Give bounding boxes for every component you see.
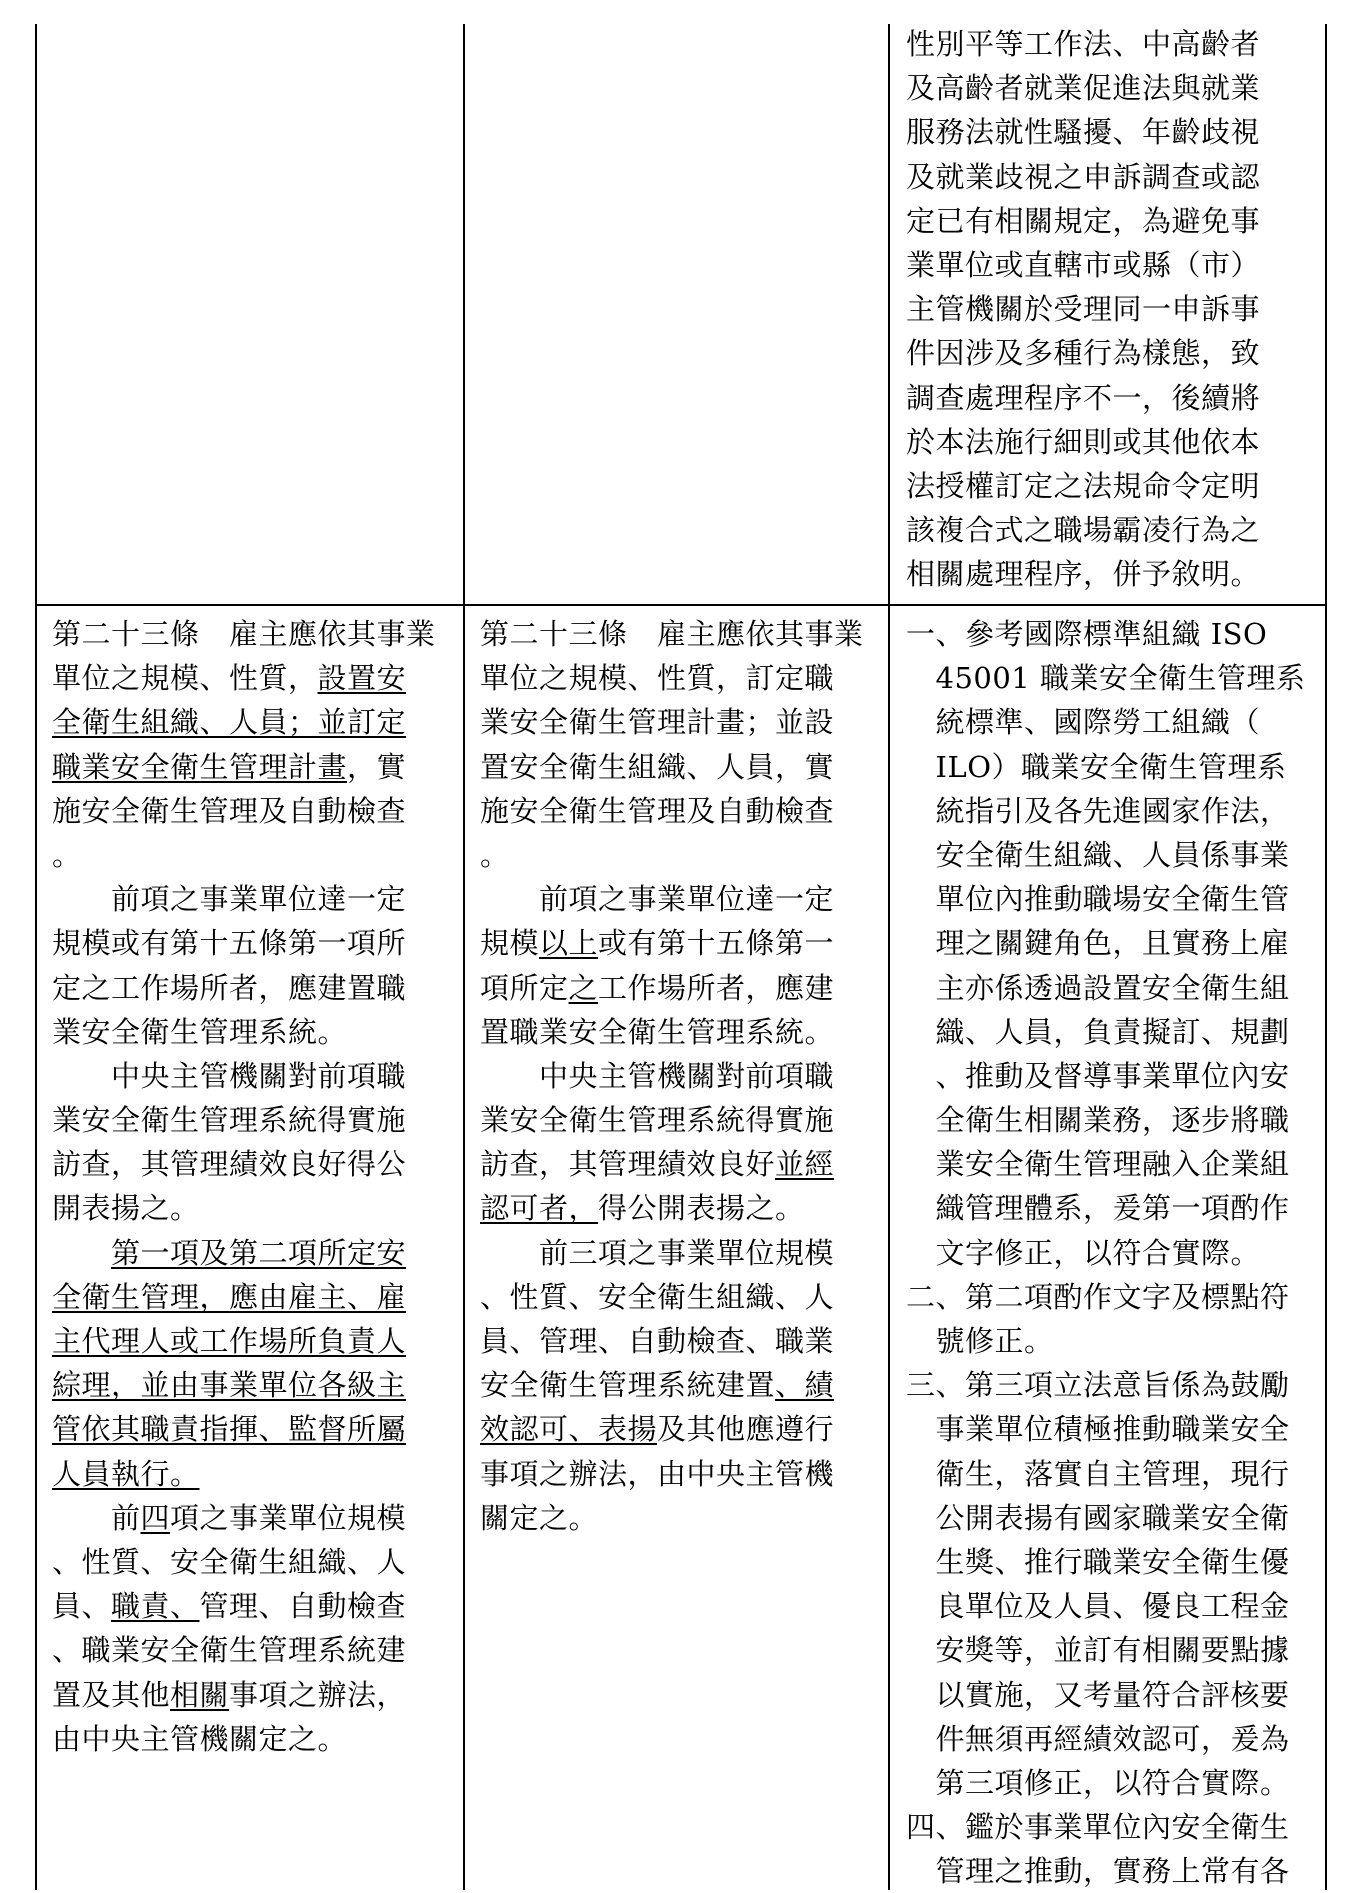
underlined-text: 全衛生管理，應由雇主、雇	[52, 1279, 407, 1314]
current-text-line	[480, 789, 880, 833]
reason-line: 單位內推動職場安全衛生管	[906, 882, 1290, 917]
underlined-text: 設置安	[317, 661, 407, 696]
amended-text-line	[52, 1673, 452, 1717]
reason-line: 業單位或直轄市或縣（市）	[906, 247, 1261, 282]
text-run: 員、	[52, 1589, 112, 1624]
text-run: 員、管理、自動檢查、職業	[480, 1324, 835, 1358]
table-border-left	[35, 24, 37, 1890]
reason-line: 織管理體系，爰第一項酌作	[906, 1191, 1290, 1226]
reason-line: 衛生，落實自主管理，現行	[906, 1456, 1290, 1491]
reason-line: 定已有相關規定，為避免事	[906, 203, 1261, 238]
amended-text-line	[52, 833, 452, 877]
amended-text-line	[52, 612, 452, 656]
text-run: 事項之辦法，	[229, 1677, 407, 1712]
underlined-text: 主代理人或工作場所負責人	[52, 1324, 407, 1358]
amended-text-line	[52, 745, 452, 789]
reason-line: 、推動及督導事業單位內安	[906, 1058, 1290, 1093]
amended-text-line	[52, 700, 452, 744]
amended-text-line	[52, 1452, 452, 1496]
text-run: 訪查，其管理績效良好得公	[52, 1147, 407, 1182]
reason-line: ILO）職業安全衛生管理系	[906, 749, 1287, 784]
current-text-line	[480, 1010, 880, 1054]
reason-line: 及就業歧視之申訴調查或認	[906, 159, 1261, 194]
article-23-current-cell	[480, 612, 880, 1540]
text-run: 業安全衛生管理系統得實施	[52, 1103, 407, 1138]
current-text-line	[480, 1098, 880, 1142]
text-run: 置及其他	[52, 1677, 171, 1712]
row-divider	[35, 604, 1327, 606]
reason-line: 安獎等，並訂有相關要點據	[906, 1633, 1290, 1668]
text-run: 置安全衛生組織、人員，實	[480, 749, 835, 784]
underlined-text: 四	[140, 1500, 171, 1535]
reason-line: 公開表揚有國家職業安全衛	[906, 1500, 1290, 1535]
text-run: 單位之規模、性質，	[52, 661, 318, 696]
reason-line: 二、第二項酌作文字及標點符	[906, 1279, 1290, 1314]
reason-line: 第三項修正，以符合實際。	[906, 1765, 1290, 1800]
text-run: 前項之事業單位達一定	[52, 882, 407, 917]
reason-line: 及高齡者就業促進法與就業	[906, 71, 1261, 106]
amended-text-line	[52, 1628, 452, 1672]
reason-line: 法授權訂定之法規命令定明	[906, 468, 1261, 503]
text-run: 第二十三條 雇主應依其事業	[480, 617, 864, 651]
reason-line: 該複合式之職場霸凌行為之	[906, 513, 1261, 548]
text-run: 項之事業單位規模	[170, 1500, 407, 1535]
reason-line: 統標準、國際勞工組織（	[906, 705, 1261, 740]
text-run: 施安全衛生管理及自動檢查	[480, 793, 835, 828]
current-text-line	[480, 1496, 880, 1540]
article-23-amended-cell	[52, 612, 452, 1761]
reason-line: 三、第三項立法意旨係為鼓勵	[906, 1368, 1290, 1403]
amended-text-line	[52, 1231, 452, 1275]
text-run: 事項之辦法，由中央主管機	[480, 1456, 835, 1491]
current-text-line	[480, 1319, 880, 1363]
amended-text-line	[52, 1275, 452, 1319]
reason-line: 主亦係透過設置安全衛生組	[906, 970, 1290, 1005]
amended-text-line	[52, 1540, 452, 1584]
underlined-text: 綜理，並由事業單位各級主	[52, 1368, 407, 1403]
text-run: ，實	[347, 749, 407, 784]
text-run: 、性質、安全衛生組織、人	[480, 1279, 835, 1314]
current-text-line	[480, 877, 880, 921]
column-divider-1	[463, 24, 465, 1890]
underlined-text: 管依其職責指揮、監督所屬	[52, 1412, 407, 1447]
underlined-text: 以上	[539, 926, 599, 961]
text-run: 置職業安全衛生管理系統。	[480, 1014, 835, 1049]
text-run: 施安全衛生管理及自動檢查	[52, 793, 407, 828]
text-run: 關定之。	[480, 1500, 599, 1535]
amended-text-line	[52, 1054, 452, 1098]
text-run: 單位之規模、性質，訂定職	[480, 661, 835, 696]
underlined-text: 職業安全衛生管理計畫	[52, 749, 348, 784]
text-run: 、職業安全衛生管理系統建	[52, 1633, 407, 1668]
amended-text-line	[52, 1584, 452, 1628]
text-run: 由中央主管機關定之。	[52, 1721, 348, 1756]
amended-text-line	[52, 789, 452, 833]
reason-line: 事業單位積極推動職業安全	[906, 1412, 1290, 1447]
reason-line: 理之關鍵角色，且實務上雇	[906, 926, 1290, 961]
amended-text-line	[52, 877, 452, 921]
current-text-line	[480, 1407, 880, 1451]
text-run: 前	[52, 1500, 141, 1535]
current-text-line	[480, 612, 880, 656]
amended-text-line	[52, 1186, 452, 1230]
underlined-text: 人員執行。	[52, 1456, 200, 1491]
reason-line: 一、參考國際標準組織 ISO	[906, 617, 1268, 651]
reason-line: 織、人員，負責擬訂、規劃	[906, 1014, 1290, 1049]
amended-text-line	[52, 921, 452, 965]
text-run	[52, 1236, 111, 1270]
text-run: 。	[480, 837, 510, 872]
current-text-line	[480, 1231, 880, 1275]
text-run: 業安全衛生管理系統。	[52, 1014, 348, 1049]
top-row-reason-cell	[906, 22, 1326, 596]
underlined-text: 相關	[170, 1677, 230, 1712]
reason-line: 相關處理程序，併予敘明。	[906, 557, 1261, 592]
current-text-line	[480, 1275, 880, 1319]
text-run: 中央主管機關對前項職	[52, 1058, 407, 1093]
amended-text-line	[52, 1363, 452, 1407]
text-run: 規模	[480, 926, 540, 961]
text-run: 開表揚之。	[52, 1191, 200, 1226]
amended-text-line	[52, 1407, 452, 1451]
text-run: 得公開表揚之。	[598, 1191, 805, 1226]
text-run: 及其他應遵行	[657, 1412, 835, 1447]
underlined-text: 認可者，	[480, 1191, 599, 1226]
current-text-line	[480, 1142, 880, 1186]
underlined-text: 、績	[775, 1368, 835, 1403]
text-run: 訪查，其管理績效良好	[480, 1147, 776, 1182]
reason-line: 調查處理程序不一，後續將	[906, 380, 1261, 415]
text-run: 業安全衛生管理計畫；並設	[480, 705, 835, 740]
text-run: 定之工作場所者，應建置職	[52, 970, 407, 1005]
text-run: 。	[52, 837, 82, 872]
text-run: 管理、自動檢查	[199, 1589, 407, 1624]
text-run: 前三項之事業單位規模	[480, 1235, 835, 1270]
current-text-line	[480, 833, 880, 877]
amended-text-line	[52, 1098, 452, 1142]
current-text-line	[480, 745, 880, 789]
text-run: 或有第十五條第一	[598, 926, 835, 961]
text-run: 中央主管機關對前項職	[480, 1058, 835, 1093]
amended-text-line	[52, 966, 452, 1010]
reason-line: 服務法就性騷擾、年齡歧視	[906, 115, 1261, 150]
text-run: 前項之事業單位達一定	[480, 882, 835, 917]
current-text-line	[480, 1186, 880, 1230]
current-text-line	[480, 921, 880, 965]
reason-line: 管理之推動，實務上常有各	[906, 1854, 1290, 1889]
underlined-text: 並經	[775, 1147, 835, 1182]
reason-line: 統指引及各先進國家作法，	[906, 793, 1290, 828]
text-run: 工作場所者，應建	[598, 970, 835, 1005]
current-text-line	[480, 1054, 880, 1098]
amended-text-line	[52, 1142, 452, 1186]
amended-text-line	[52, 1319, 452, 1363]
text-run: 、性質、安全衛生組織、人	[52, 1544, 407, 1579]
current-text-line	[480, 966, 880, 1010]
current-text-line	[480, 1452, 880, 1496]
reason-line: 文字修正，以符合實際。	[906, 1235, 1261, 1270]
article-23-reason-cell	[906, 612, 1326, 1893]
current-text-line	[480, 656, 880, 700]
reason-line: 四、鑑於事業單位內安全衛生	[906, 1810, 1290, 1845]
text-run: 第二十三條 雇主應依其事業	[52, 617, 436, 651]
reason-line: 主管機關於受理同一申訴事	[906, 292, 1261, 327]
reason-line: 生獎、推行職業安全衛生優	[906, 1544, 1290, 1579]
underlined-text: 之	[568, 970, 599, 1005]
reason-line: 號修正。	[906, 1324, 1054, 1358]
amended-text-line	[52, 1496, 452, 1540]
reason-line: 45001 職業安全衛生管理系	[906, 661, 1306, 696]
reason-line: 件無須再經績效認可，爰為	[906, 1721, 1290, 1756]
text-run: 安全衛生管理系統建置	[480, 1368, 776, 1403]
reason-line: 業安全衛生管理融入企業組	[906, 1147, 1290, 1182]
current-text-line	[480, 700, 880, 744]
text-run: 項所定	[480, 970, 569, 1005]
reason-line: 以實施，又考量符合評核要	[906, 1677, 1290, 1712]
amended-text-line	[52, 656, 452, 700]
reason-line: 安全衛生組織、人員係事業	[906, 837, 1290, 872]
underlined-text: 全衛生組織、人員；並訂定	[52, 705, 407, 740]
reason-line: 良單位及人員、優良工程金	[906, 1589, 1290, 1624]
amended-text-line	[52, 1717, 452, 1761]
reason-line: 於本法施行細則或其他依本	[906, 424, 1261, 459]
amended-text-line	[52, 1010, 452, 1054]
text-run: 規模或有第十五條第一項所	[52, 926, 407, 961]
reason-line: 性別平等工作法、中高齡者	[906, 27, 1261, 61]
text-run: 業安全衛生管理系統得實施	[480, 1103, 835, 1138]
reason-line: 全衛生相關業務，逐步將職	[906, 1103, 1290, 1138]
column-divider-2	[888, 24, 890, 1890]
current-text-line	[480, 1363, 880, 1407]
underlined-text: 第一項及第二項所定安	[111, 1235, 407, 1270]
underlined-text: 職責、	[111, 1589, 200, 1624]
reason-line: 件因涉及多種行為樣態，致	[906, 336, 1261, 371]
underlined-text: 效認可、表揚	[480, 1412, 658, 1447]
